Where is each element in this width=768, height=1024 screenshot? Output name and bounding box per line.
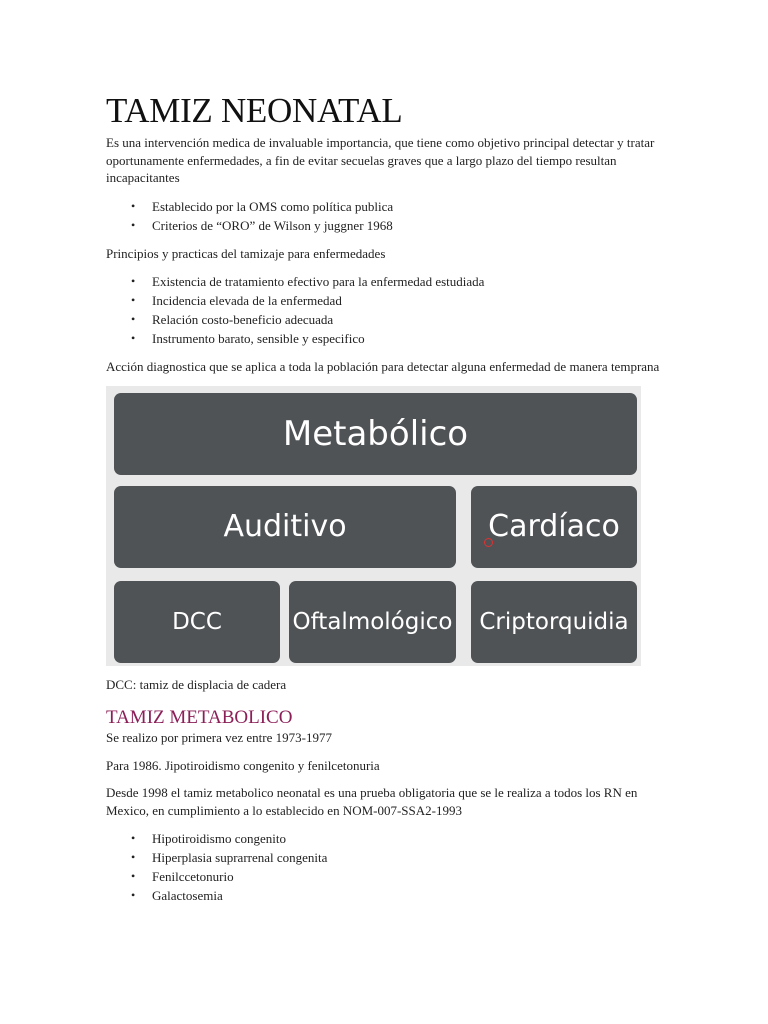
list-item: • Hiperplasia suprarrenal congenita: [131, 850, 328, 865]
bullet-icon: •: [131, 850, 136, 864]
bullet-icon: •: [131, 888, 136, 902]
paragraph-1986: Para 1986. Jipotiroidismo congenito y fenilcetonuria: [106, 757, 380, 773]
bullet-icon: •: [131, 831, 136, 845]
action-paragraph: Acción diagnostica que se aplica a toda la población para detectar alguna enfermedad de manera temprana: [106, 359, 660, 374]
paragraph-first-time: Se realizo por primera vez entre 1973-1977: [106, 730, 332, 745]
list-item: • Relación costo-beneficio adecuada: [131, 312, 334, 327]
list-item: • Criterios de “ORO” de Wilson y juggner 1968: [131, 217, 393, 233]
list-item: • Galactosemia: [131, 888, 223, 903]
bullet-icon: •: [131, 331, 136, 345]
bullet-icon: •: [131, 217, 136, 232]
cursor-marker-icon: [484, 538, 493, 547]
list-item: • Incidencia elevada de la enfermedad: [131, 293, 342, 308]
box-dcc: DCC: [114, 581, 280, 663]
metabolic-list: [106, 829, 662, 905]
list-item: • Existencia de tratamiento efectivo para la enfermedad estudiada: [131, 274, 485, 289]
list-item: • Establecido por la OMS como política publica: [131, 198, 394, 214]
box-criptorquidia: Criptorquidia: [471, 581, 637, 663]
principles-list: [106, 272, 662, 348]
intro-paragraph: Es una intervención medica de invaluable importancia, que tiene como objetivo principal detectar y tratar oportunamente enfermedades, a fin de evitar secuelas graves que a largo plazo del tiempo resultan incapacitantes: [106, 135, 655, 185]
box-auditivo: Auditivo: [114, 486, 456, 568]
tamiz-diagram: [106, 386, 641, 666]
bullet-icon: •: [131, 293, 136, 307]
box-oftalmologico: Oftalmológico: [289, 581, 456, 663]
list-item: • Instrumento barato, sensible y especifico: [131, 331, 365, 346]
box-metabolico: Metabólico: [114, 393, 637, 475]
page-title: TAMIZ NEONATAL: [106, 91, 403, 130]
list-item: • Fenilccetonurio: [131, 869, 234, 884]
document-page: [106, 92, 662, 905]
bullet-icon: •: [131, 274, 136, 288]
principles-heading: Principios y practicas del tamizaje para enfermedades: [106, 245, 386, 261]
bullet-icon: •: [131, 312, 136, 326]
section-title: TAMIZ METABOLICO: [106, 707, 293, 728]
list-item: • Hipotiroidismo congenito: [131, 831, 286, 846]
dcc-note: DCC: tamiz de displacia de cadera: [106, 676, 287, 692]
oms-list: [106, 197, 662, 235]
bullet-icon: •: [131, 869, 136, 883]
box-cardiaco: Cardíaco: [471, 486, 637, 568]
paragraph-1998: Desde 1998 el tamiz metabolico neonatal es una prueba obligatoria que se le realiza a todos los RN en Mexico, en cumplimiento a lo establecido en NOM-007-SSA2-1993: [106, 785, 638, 818]
bullet-icon: •: [131, 198, 136, 213]
